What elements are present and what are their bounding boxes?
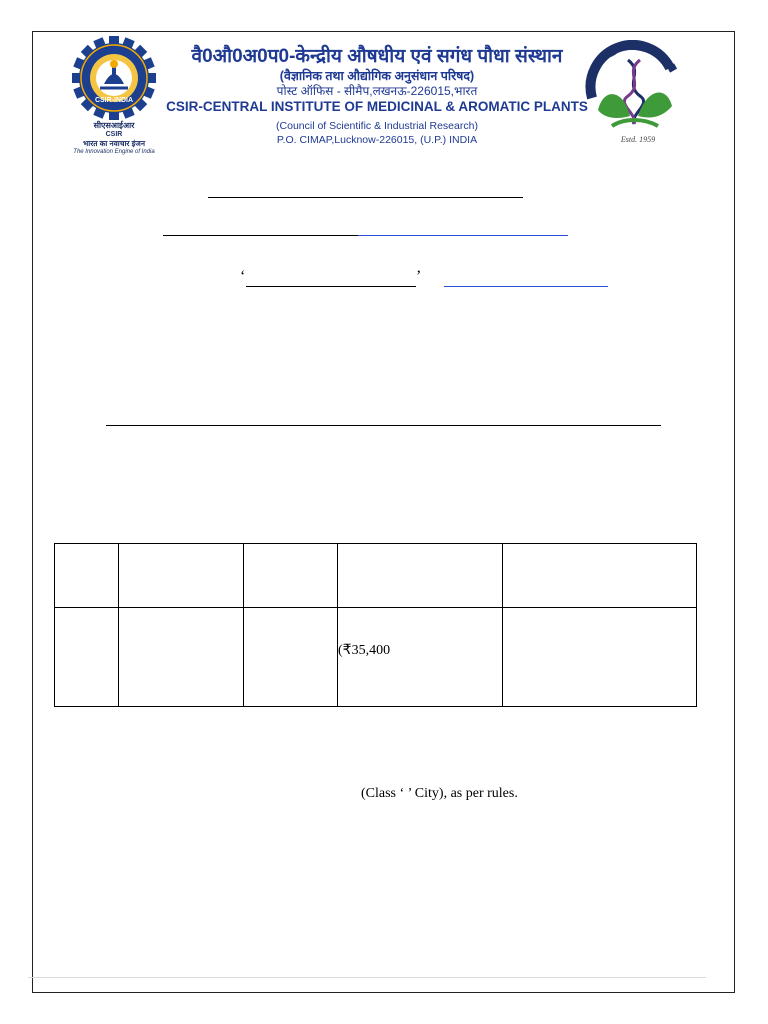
table-cell [55,608,119,707]
csir-caption-tagline: The Innovation Engine of India [73,149,155,155]
page-border [32,31,735,993]
blank-line-link-field [444,286,608,287]
org-title-english: CSIR-CENTRAL INSTITUTE OF MEDICINAL & AROMATIC PLANTS [166,99,588,114]
open-quote: ‘ [240,268,246,285]
close-quote: ’ [416,268,422,285]
table-cell [244,544,338,608]
cimap-logo [580,40,692,146]
csir-caption-code: CSIR [105,131,123,138]
csir-gear-icon [68,36,160,120]
table-cell-fee [338,608,503,707]
blank-line-title [208,197,523,198]
fee-value: (₹35,400 [338,643,391,658]
table-row [55,608,697,707]
table-cell [119,544,244,608]
table-cell [119,608,244,707]
table-cell [503,608,697,707]
csir-caption-hindi: सीएसआईआर [93,121,135,130]
org-address-hindi: पोस्ट ऑफिस - सीमैप,लखनऊ-226015,भारत [276,84,478,98]
class-city-text: (Class ‘ ’ City), as per rules. [361,786,518,801]
cimap-estd-text: Estd. 1959 [620,135,656,144]
blank-line-reference-link [358,235,568,236]
blank-line-quoted-field [246,286,416,287]
blank-line-reference-left [163,235,358,236]
csir-caption-tagline-hindi: भारत का नवाचार इंजन [83,139,145,148]
details-table [54,543,697,707]
table-cell [55,544,119,608]
table-cell [244,608,338,707]
org-subtitle-hindi: (वैज्ञानिक तथा औद्योगिक अनुसंधान परिषद) [279,69,475,83]
org-title-hindi: वै0औ0अ0प0-केन्द्रीय औषधीय एवं सगंध पौधा संस्थान [191,46,563,67]
table-cell [503,544,697,608]
csir-logo [68,36,160,155]
csir-ring-text: CSIR-INDIA [94,97,134,104]
org-address-english: P.O. CIMAP,Lucknow-226015, (U.P.) INDIA [276,134,478,146]
footer-divider [28,977,706,978]
cimap-emblem-icon [580,40,692,146]
table-header-row [55,544,697,608]
blank-line-long [106,425,661,426]
org-subtitle-english: (Council of Scientific & Industrial Research) [276,120,478,132]
table-cell [338,544,503,608]
